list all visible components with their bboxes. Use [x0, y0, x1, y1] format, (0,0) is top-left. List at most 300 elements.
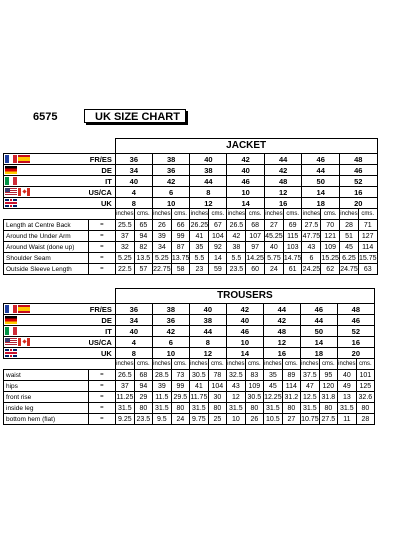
measurement-value: 12	[226, 392, 245, 403]
size-cell: 42	[152, 176, 190, 187]
chart-title: UK SIZE CHART	[84, 109, 186, 123]
measurement-value: 41	[189, 381, 208, 392]
size-cell: 10	[152, 198, 190, 209]
measurement-row	[4, 231, 378, 242]
country-flags	[4, 348, 89, 359]
measurement-value: 9.75	[189, 414, 208, 425]
size-cell: 46	[302, 154, 340, 165]
size-cell: 14	[226, 348, 263, 359]
size-cell: 44	[263, 304, 300, 315]
country-flags	[4, 154, 89, 165]
size-cell: 18	[302, 198, 340, 209]
size-cell: 16	[263, 348, 300, 359]
measurement-value: 43	[226, 381, 245, 392]
flag-de-icon	[5, 316, 17, 324]
measurement-value: 109	[245, 381, 263, 392]
measurement-value: 22.75	[153, 265, 171, 273]
country-flags	[4, 187, 89, 198]
country-name: FR/ES	[89, 154, 116, 165]
measurement-label: Around Waist (done up)	[4, 242, 89, 253]
measurement-value: 28	[356, 414, 374, 425]
size-cell: 48	[337, 304, 374, 315]
size-cell: 44	[300, 315, 337, 326]
measurement-value: 45.25	[265, 232, 283, 240]
measurement-value: 43	[302, 242, 321, 253]
measurement-label: bottom hem (flat)	[4, 414, 89, 425]
country-size-row	[4, 348, 375, 359]
measurement-value: 60	[246, 264, 265, 275]
jacket-size-table	[3, 138, 378, 275]
size-cell: 44	[190, 176, 227, 187]
measurement-value: 104	[209, 231, 227, 242]
size-cell: 10	[152, 348, 189, 359]
unit-label: cms.	[134, 359, 152, 370]
unit-label: cms.	[134, 209, 152, 220]
measurement-value: 97	[246, 242, 265, 253]
measurement-value: 45	[263, 381, 282, 392]
measurement-label: Length at Centre Back	[4, 220, 89, 231]
size-cell: 20	[339, 198, 377, 209]
flag-uk-icon	[5, 199, 17, 207]
measurement-value: 114	[358, 242, 377, 253]
country-name: US/CA	[89, 187, 116, 198]
unit-label: cms.	[209, 209, 227, 220]
measurement-value: 6.25	[339, 253, 358, 264]
size-cell: 46	[337, 315, 374, 326]
measurement-row	[4, 381, 375, 392]
measurement-value: 30.5	[245, 392, 263, 403]
measurement-value: 45	[339, 242, 358, 253]
unit-label: inches	[263, 359, 282, 370]
measurement-value: 13	[337, 392, 356, 403]
measurement-value: 11.5	[152, 392, 171, 403]
measurement-value: 26.25	[190, 221, 209, 229]
measurement-row	[4, 220, 378, 231]
size-cell: 38	[190, 165, 227, 176]
measurement-value: 34	[152, 242, 171, 253]
measurement-value: 5.5	[190, 253, 209, 264]
measurement-value: 80	[245, 403, 263, 414]
measurement-value: 22.5	[115, 264, 134, 275]
measurement-value: 68	[246, 220, 265, 231]
flag-ca-icon	[18, 188, 30, 196]
measurement-value: 32	[115, 242, 134, 253]
unit-label: cms.	[246, 209, 265, 220]
size-cell: 34	[115, 315, 152, 326]
measurement-value: 31.5	[337, 403, 356, 414]
measurement-value: 65	[134, 220, 152, 231]
country-name: DE	[89, 165, 116, 176]
size-cell: 42	[264, 165, 302, 176]
measurement-label: Around the Under Arm	[4, 231, 89, 242]
measurement-value: 94	[134, 381, 152, 392]
measurement-label: front rise	[4, 392, 89, 403]
measurement-value: 47.75	[302, 232, 321, 240]
size-cell: 10	[226, 337, 263, 348]
measurement-value: 25	[208, 414, 226, 425]
measurement-value: 67	[209, 220, 227, 231]
flag-uk-icon	[5, 349, 17, 357]
size-cell: 40	[189, 304, 226, 315]
unit-label: cms.	[321, 209, 340, 220]
measurement-value: 31.2	[282, 392, 300, 403]
measurement-value: 31.5	[226, 403, 245, 414]
country-size-row	[4, 176, 378, 187]
jacket-section-title: JACKET	[115, 139, 377, 154]
measurement-value: 39	[152, 231, 171, 242]
measurement-value: 95	[319, 370, 337, 381]
measurement-value: 9.25	[115, 414, 134, 425]
size-cell: 52	[339, 176, 377, 187]
measurement-value: 5.75	[264, 253, 283, 264]
size-cell: 46	[227, 176, 265, 187]
size-cell: 6	[152, 337, 189, 348]
country-size-row	[4, 326, 375, 337]
country-flags	[4, 176, 89, 187]
measurement-value: 14	[209, 253, 227, 264]
measurement-value: 29	[134, 392, 152, 403]
measurement-value: 42	[227, 231, 246, 242]
measurement-value: 99	[171, 231, 190, 242]
country-size-row	[4, 187, 378, 198]
country-name: IT	[89, 176, 116, 187]
size-cell: 50	[300, 326, 337, 337]
equals-sign: =	[89, 392, 116, 403]
measurement-value: 80	[356, 403, 374, 414]
measurement-value: 13.75	[171, 254, 190, 262]
size-cell: 46	[226, 326, 263, 337]
size-cell: 12	[190, 198, 227, 209]
measurement-value: 12.5	[300, 392, 319, 403]
measurement-value: 38	[227, 242, 246, 253]
unit-label: inches	[264, 209, 283, 220]
country-flags	[4, 165, 89, 176]
unit-label: inches	[115, 209, 134, 220]
equals-sign: =	[89, 231, 116, 242]
unit-label: inches	[339, 209, 358, 220]
unit-label: inches	[190, 209, 209, 220]
flag-fr-icon	[5, 155, 17, 163]
size-cell: 12	[263, 337, 300, 348]
measurement-label: Shoulder Seam	[4, 253, 89, 264]
size-cell: 36	[115, 154, 152, 165]
measurement-value: 15.25	[321, 254, 339, 262]
measurement-value: 41	[190, 231, 209, 242]
product-code: 6575	[33, 111, 58, 123]
measurement-value: 115	[283, 231, 302, 242]
measurement-value: 62	[321, 264, 340, 275]
trousers-size-table	[3, 288, 375, 425]
country-size-row	[4, 315, 375, 326]
measurement-value: 5.5	[227, 253, 246, 264]
measurement-value: 5.25	[152, 253, 171, 264]
size-cell: 38	[152, 154, 190, 165]
measurement-value: 114	[282, 381, 300, 392]
equals-sign: =	[89, 403, 116, 414]
measurement-row	[4, 392, 375, 403]
size-cell: 40	[115, 326, 152, 337]
measurement-value: 25.5	[115, 220, 134, 231]
country-size-row	[4, 165, 378, 176]
unit-label: cms.	[171, 209, 190, 220]
size-cell: 40	[226, 315, 263, 326]
size-cell: 14	[227, 198, 265, 209]
size-cell: 36	[152, 315, 189, 326]
size-cell: 46	[339, 165, 377, 176]
size-cell: 44	[264, 154, 302, 165]
size-cell: 8	[115, 198, 152, 209]
unit-label: cms.	[283, 209, 302, 220]
size-cell: 8	[190, 187, 227, 198]
country-size-row	[4, 198, 378, 209]
country-name: UK	[89, 198, 116, 209]
flag-us-icon	[5, 338, 17, 346]
measurement-value: 35	[263, 370, 282, 381]
unit-label: inches	[189, 359, 208, 370]
measurement-value: 68	[134, 370, 152, 381]
measurement-value: 103	[283, 242, 302, 253]
unit-label: cms.	[356, 359, 374, 370]
unit-label: inches	[152, 359, 171, 370]
size-cell: 52	[337, 326, 374, 337]
measurement-value: 40	[337, 370, 356, 381]
measurement-value: 27	[264, 220, 283, 231]
measurement-value: 27.5	[302, 220, 321, 231]
unit-label: inches	[227, 209, 246, 220]
equals-sign: =	[89, 242, 116, 253]
size-cell: 42	[152, 326, 189, 337]
measurement-value: 80	[282, 403, 300, 414]
measurement-value: 28.5	[152, 370, 171, 381]
measurement-value: 5.25	[115, 253, 134, 264]
measurement-value: 27.5	[319, 414, 337, 425]
measurement-value: 80	[134, 403, 152, 414]
measurement-value: 26.5	[115, 370, 134, 381]
measurement-value: 94	[134, 231, 152, 242]
size-cell: 8	[115, 348, 152, 359]
flag-es-icon	[18, 305, 30, 313]
unit-label: cms.	[245, 359, 263, 370]
measurement-value: 58	[171, 264, 190, 275]
size-cell: 42	[227, 154, 265, 165]
country-size-row	[4, 304, 375, 315]
measurement-value: 31.8	[319, 392, 337, 403]
measurement-value: 59	[209, 264, 227, 275]
measurement-value: 87	[171, 242, 190, 253]
measurement-value: 31.5	[152, 403, 171, 414]
measurement-value: 23.5	[227, 264, 246, 275]
measurement-value: 89	[282, 370, 300, 381]
measurement-value: 37	[115, 231, 134, 242]
equals-sign: =	[89, 264, 116, 275]
equals-sign: =	[89, 370, 116, 381]
size-cell: 40	[227, 165, 265, 176]
measurement-value: 9.5	[152, 414, 171, 425]
measurement-row	[4, 253, 378, 264]
size-cell: 34	[115, 165, 152, 176]
measurement-value: 37.5	[300, 370, 319, 381]
measurement-value: 31.5	[300, 403, 319, 414]
country-name: UK	[89, 348, 116, 359]
measurement-value: 104	[208, 381, 226, 392]
country-flags	[4, 315, 89, 326]
measurement-value: 82	[134, 242, 152, 253]
measurement-value: 14.25	[246, 254, 264, 262]
measurement-value: 26	[245, 414, 263, 425]
trousers-section-title: TROUSERS	[115, 289, 374, 304]
measurement-value: 14.75	[283, 254, 302, 262]
measurement-value: 80	[319, 403, 337, 414]
measurement-value: 70	[321, 220, 340, 231]
measurement-value: 80	[171, 403, 189, 414]
measurement-value: 11.25	[116, 393, 134, 401]
size-cell: 16	[264, 198, 302, 209]
size-cell: 18	[300, 348, 337, 359]
unit-label: cms.	[358, 209, 377, 220]
measurement-value: 121	[321, 231, 340, 242]
flag-de-icon	[5, 166, 17, 174]
measurement-value: 10.75	[301, 415, 319, 423]
measurement-value: 24	[264, 264, 283, 275]
country-flags	[4, 304, 89, 315]
size-cell: 50	[302, 176, 340, 187]
measurement-value: 31.5	[115, 403, 134, 414]
measurement-value: 15.75	[358, 254, 377, 262]
country-name: DE	[89, 315, 116, 326]
measurement-value: 26	[152, 220, 171, 231]
size-cell: 36	[152, 165, 190, 176]
measurement-value: 23	[190, 264, 209, 275]
size-cell: 42	[263, 315, 300, 326]
measurement-value: 125	[356, 381, 374, 392]
size-cell: 4	[115, 337, 152, 348]
measurement-value: 92	[209, 242, 227, 253]
country-name: US/CA	[89, 337, 116, 348]
unit-label: cms.	[319, 359, 337, 370]
country-size-row	[4, 337, 375, 348]
size-cell: 36	[115, 304, 152, 315]
measurement-value: 24.25	[302, 265, 321, 273]
equals-sign: =	[89, 381, 116, 392]
measurement-value: 78	[208, 370, 226, 381]
measurement-value: 35	[190, 242, 209, 253]
unit-label: inches	[302, 209, 321, 220]
measurement-value: 127	[358, 231, 377, 242]
size-cell: 42	[226, 304, 263, 315]
size-cell: 12	[264, 187, 302, 198]
measurement-value: 61	[283, 264, 302, 275]
measurement-value: 31.5	[189, 403, 208, 414]
unit-label: inches	[152, 209, 171, 220]
measurement-value: 57	[134, 264, 152, 275]
unit-label: inches	[337, 359, 356, 370]
equals-sign: =	[89, 414, 116, 425]
measurement-value: 10	[226, 414, 245, 425]
size-cell: 10	[227, 187, 265, 198]
measurement-value: 66	[171, 220, 190, 231]
measurement-value: 37	[115, 381, 134, 392]
size-cell: 38	[152, 304, 189, 315]
country-flags	[4, 337, 89, 348]
size-cell: 6	[152, 187, 190, 198]
country-size-row	[4, 154, 378, 165]
measurement-value: 10.5	[263, 414, 282, 425]
size-cell: 12	[189, 348, 226, 359]
measurement-value: 11.75	[190, 393, 208, 401]
size-cell: 4	[115, 187, 152, 198]
measurement-value: 11	[337, 414, 356, 425]
measurement-value: 83	[245, 370, 263, 381]
measurement-value: 109	[321, 242, 340, 253]
measurement-value: 28	[339, 220, 358, 231]
country-flags	[4, 198, 89, 209]
measurement-value: 39	[152, 381, 171, 392]
size-cell: 14	[300, 337, 337, 348]
country-flags	[4, 326, 89, 337]
unit-label: inches	[115, 359, 134, 370]
size-cell: 46	[300, 304, 337, 315]
measurement-value: 47	[300, 381, 319, 392]
measurement-value: 23.5	[134, 414, 152, 425]
measurement-row	[4, 264, 378, 275]
measurement-value: 63	[358, 264, 377, 275]
measurement-label: inside leg	[4, 403, 89, 414]
size-cell: 44	[302, 165, 340, 176]
measurement-value: 30	[208, 392, 226, 403]
unit-label: inches	[300, 359, 319, 370]
measurement-value: 24	[171, 414, 189, 425]
measurement-value: 6	[302, 253, 321, 264]
measurement-value: 30.5	[189, 370, 208, 381]
measurement-value: 32.5	[226, 370, 245, 381]
measurement-label: waist	[4, 370, 89, 381]
flag-it-icon	[5, 327, 17, 335]
flag-es-icon	[18, 155, 30, 163]
measurement-value: 27	[282, 414, 300, 425]
measurement-value: 26.5	[227, 220, 246, 231]
measurement-value: 49	[337, 381, 356, 392]
size-cell: 8	[189, 337, 226, 348]
unit-label: inches	[226, 359, 245, 370]
measurement-value: 99	[171, 381, 189, 392]
measurement-value: 73	[171, 370, 189, 381]
measurement-label: Outside Sleeve Length	[4, 264, 89, 275]
flag-it-icon	[5, 177, 17, 185]
flag-ca-icon	[18, 338, 30, 346]
size-cell: 40	[115, 176, 152, 187]
measurement-value: 40	[264, 242, 283, 253]
measurement-row	[4, 370, 375, 381]
size-cell: 48	[264, 176, 302, 187]
measurement-value: 71	[358, 220, 377, 231]
measurement-value: 107	[246, 231, 265, 242]
measurement-value: 101	[356, 370, 374, 381]
unit-label: cms.	[208, 359, 226, 370]
size-cell: 14	[302, 187, 340, 198]
unit-label: cms.	[171, 359, 189, 370]
country-name: IT	[89, 326, 116, 337]
measurement-value: 80	[208, 403, 226, 414]
measurement-value: 12.25	[264, 393, 282, 401]
measurement-value: 24.75	[340, 265, 358, 273]
measurement-value: 31.5	[263, 403, 282, 414]
measurement-value: 32.6	[356, 392, 374, 403]
equals-sign: =	[89, 253, 116, 264]
size-cell: 16	[339, 187, 377, 198]
size-cell: 20	[337, 348, 374, 359]
measurement-value: 69	[283, 220, 302, 231]
country-name: FR/ES	[89, 304, 116, 315]
